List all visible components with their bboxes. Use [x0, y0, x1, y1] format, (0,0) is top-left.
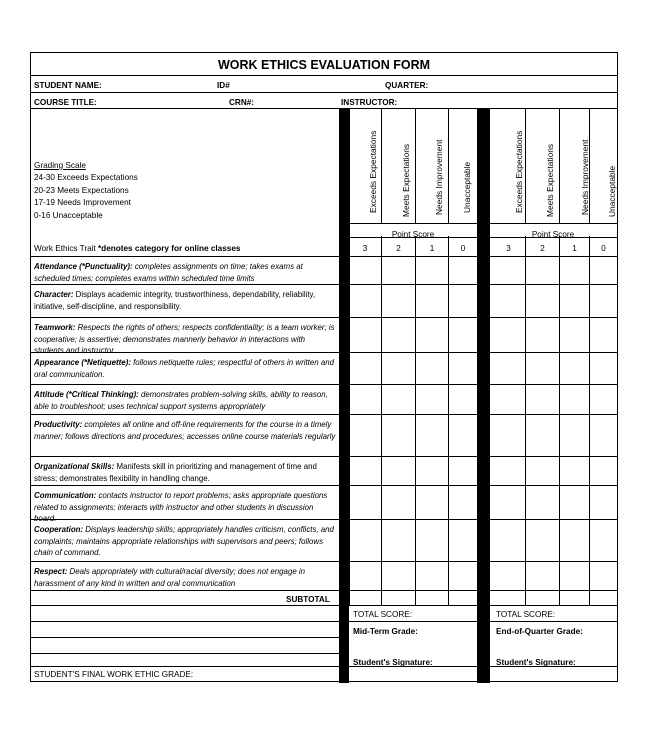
trait-row — [34, 566, 336, 589]
point-score-label: Point Score — [391, 230, 435, 239]
trait-row — [34, 389, 336, 412]
grid-line — [559, 108, 560, 605]
grading-scale-line: 0-16 Unacceptable — [34, 210, 103, 220]
grid-line — [589, 108, 590, 605]
grading-scale-line: 20-23 Meets Expectations — [34, 185, 129, 195]
trait-row — [34, 524, 336, 559]
column-divider — [339, 108, 349, 683]
trait-row — [34, 261, 336, 284]
evaluation-form — [30, 52, 618, 682]
grid-line — [489, 621, 617, 622]
grid-line — [31, 666, 339, 667]
rating-header-exceeds: Exceeds Expectations — [514, 130, 524, 213]
trait-description: Displays leadership skills; appropriately handles criticism, conflicts, and complaints; maintains appropriate relationships with supervisors and peers; follows chain of command. — [34, 525, 334, 557]
trait-description: completes assignments on time; takes exams at scheduled times; completes exams within scheduled time limits — [34, 262, 303, 283]
trait-description: contacts instructor to report problems; asks appropriate questions related to assignments; interacts with instructor and other students in discussion board. — [34, 491, 328, 523]
grid-line — [381, 108, 382, 605]
trait-header-text: Work Ethics Trait — [34, 244, 98, 253]
point-value: 1 — [572, 244, 577, 253]
point-score-label: Point Score — [531, 230, 575, 239]
trait-description: follows netiquette rules; respectful of others in written and oral communication. — [34, 358, 334, 379]
form-title: WORK ETHICS EVALUATION FORM — [217, 58, 431, 72]
grading-scale-line: 17-19 Needs Improvement — [34, 198, 131, 208]
trait-column-header — [34, 243, 240, 255]
trait-name: Respect: — [34, 567, 68, 576]
grid-line — [31, 561, 617, 562]
trait-description: completes all online and off-line requirements for the course in a timely manner; follows directions and procedures; accesses online course materials regularly — [34, 420, 336, 441]
student-name-label: STUDENT NAME: — [34, 81, 102, 90]
grid-line — [525, 108, 526, 605]
rating-header-needs: Needs Improvement — [434, 139, 444, 215]
instructor-label: INSTRUCTOR: — [341, 98, 398, 107]
point-value: 0 — [601, 244, 606, 253]
point-value: 1 — [429, 244, 435, 253]
grid-line — [349, 108, 350, 605]
trait-name: Productivity: — [34, 420, 83, 429]
trait-row — [34, 289, 336, 312]
trait-row — [34, 357, 336, 380]
total-score-label: TOTAL SCORE: — [353, 610, 412, 619]
rating-header-meets: Meets Expectations — [545, 143, 555, 217]
grid-line — [489, 108, 490, 683]
grid-line — [489, 666, 617, 667]
student-signature-label: Student's Signature: — [353, 658, 433, 667]
grid-line — [415, 108, 416, 605]
grid-line — [31, 590, 617, 591]
grid-line — [349, 666, 477, 667]
grading-scale — [34, 161, 138, 223]
rating-header-needs: Needs Improvement — [580, 139, 590, 215]
quarter-label: QUARTER: — [385, 81, 429, 90]
rating-header-meets: Meets Expectations — [401, 143, 411, 217]
point-value: 2 — [396, 244, 401, 253]
student-signature-label: Student's Signature: — [496, 658, 576, 667]
grid-line — [31, 519, 617, 520]
grid-line — [448, 108, 449, 605]
trait-row — [34, 461, 336, 484]
grid-line — [31, 414, 617, 415]
trait-name: Organizational Skills: — [34, 462, 115, 471]
point-value: 3 — [506, 244, 511, 253]
column-divider — [477, 108, 489, 683]
rating-header-unacceptable: Unacceptable — [462, 161, 472, 213]
trait-name: Communication: — [34, 491, 97, 500]
trait-name: Appearance (*Netiquette): — [34, 358, 131, 367]
total-score-label: TOTAL SCORE: — [496, 610, 555, 619]
trait-description: Deals appropriately with cultural/racial diversity; does not engage in harassment of any kind in written and oral communication — [34, 567, 306, 588]
grid-line — [31, 108, 617, 109]
point-value: 3 — [362, 244, 368, 253]
grid-line — [31, 384, 617, 385]
trait-name: Attendance (*Punctuality): — [34, 262, 133, 271]
grid-line — [31, 256, 617, 257]
trait-name: Attitude (*Critical Thinking): — [34, 390, 139, 399]
trait-header-note: *denotes category for online classes — [98, 244, 241, 253]
trait-name: Character: — [34, 290, 74, 299]
rating-header-exceeds: Exceeds Expectations — [368, 130, 378, 213]
subtotal-label: SUBTOTAL — [286, 595, 330, 604]
course-title-label: COURSE TITLE: — [34, 98, 97, 107]
crn-label: CRN#: — [229, 98, 255, 107]
grid-line — [31, 317, 617, 318]
trait-description: Respects the rights of others; respects confidentiality; is a team worker; is cooperative; is assertive; demonstrates mannerly behavior in interactions with students and instructor — [34, 323, 335, 355]
end-of-quarter-grade-label: End-of-Quarter Grade: — [496, 627, 583, 636]
rating-header-unacceptable: Unacceptable — [607, 165, 617, 217]
midterm-grade-label: Mid-Term Grade: — [353, 627, 418, 636]
trait-description: demonstrates problem-solving skills, ability to reason, able to troubleshoot; uses technical support systems appropriately — [34, 390, 328, 411]
grid-line — [31, 653, 339, 654]
grid-line — [31, 485, 617, 486]
trait-name: Cooperation: — [34, 525, 84, 534]
grid-line — [31, 284, 617, 285]
grading-scale-line: 24-30 Exceeds Expectations — [34, 173, 138, 183]
grid-line — [31, 92, 617, 93]
grid-line — [31, 637, 339, 638]
trait-description: Manifests skill in prioritizing and management of time and stress; demonstrates flexibility in handling change. — [34, 462, 317, 483]
grid-line — [31, 352, 617, 353]
final-grade-label: STUDENT'S FINAL WORK ETHIC GRADE: — [34, 670, 194, 679]
grid-line — [31, 456, 617, 457]
point-value: 0 — [460, 244, 466, 253]
grid-line — [31, 621, 339, 622]
grading-scale-title: Grading Scale — [34, 161, 86, 170]
grid-line — [31, 605, 617, 606]
grid-line — [31, 75, 617, 76]
trait-row — [34, 419, 336, 442]
id-label: ID# — [217, 81, 230, 90]
trait-name: Teamwork: — [34, 323, 76, 332]
trait-description: Displays academic integrity, trustworthiness, dependability, reliability, initiative, self-discipline, and responsibility. — [34, 290, 316, 311]
point-value: 2 — [540, 244, 545, 253]
grid-line — [349, 621, 477, 622]
